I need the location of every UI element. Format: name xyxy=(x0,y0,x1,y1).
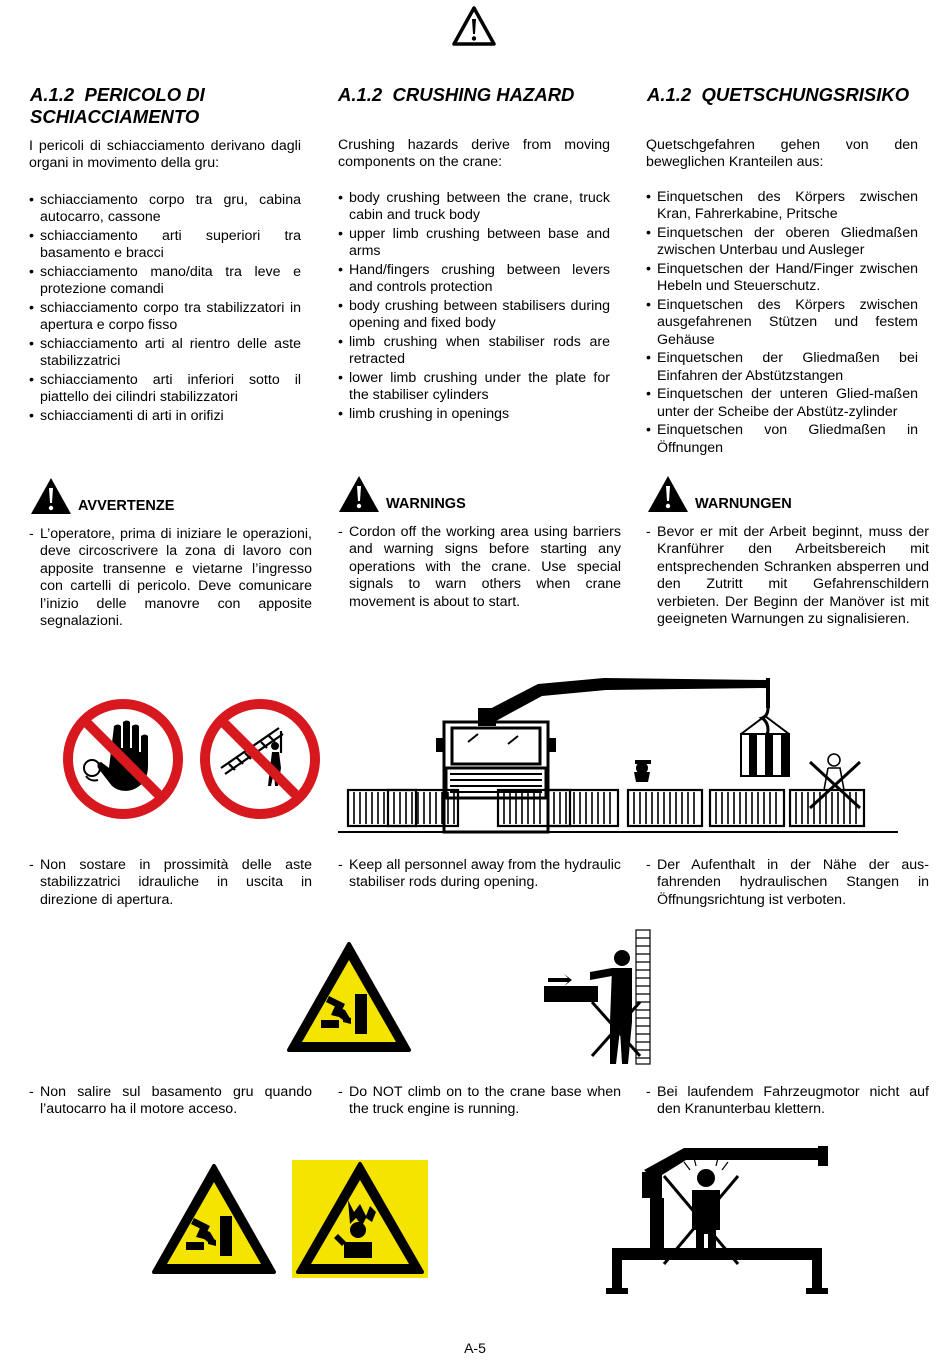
climb-text: - Non salire sul basamento gru quando l’autocarro ha il motore acceso. xyxy=(29,1084,312,1119)
warning-text: - Cordon off the working area using barriers and warning signs before starting any operations with the crane. Use special signals to warn others when crane movement is about to start. xyxy=(338,524,621,611)
list-item: • Einquetschen von Gliedmaßen in Öffnungen xyxy=(646,422,918,457)
truck-crane-barrier-illustration xyxy=(338,672,898,838)
falling-object-head-hazard-sign-icon xyxy=(292,1160,428,1278)
section-heading: A.1.2 PERICOLO DI SCHIACCIAMENTO xyxy=(30,84,205,127)
hazard-list xyxy=(338,190,610,425)
list-item: • Einquetschen der unteren Glied-maßen unter der Scheibe der Abstütz-zylinder xyxy=(646,386,918,421)
list-item: • schiacciamento mano/dita tra leve e protezione comandi xyxy=(29,264,301,299)
stabiliser-text: - Keep all personnel away from the hydraulic stabiliser rods during opening. xyxy=(338,857,621,892)
hazard-list xyxy=(29,192,301,427)
warning-icon xyxy=(338,475,380,513)
warning-text: - Bevor er mit der Arbeit beginnt, muss der Kranführer den Arbeitsbereich mit entsprechenden Schranken absperren und den Zutritt mit Gefahrenschildern verbieten. Der Beginn der Manöver ist mit geeigneten Warnungen zu signalisieren. xyxy=(646,524,929,628)
no-standing-under-crane-sign-icon xyxy=(199,698,321,820)
intro-text: I pericoli di schiacciamento derivano dagli organi in movimento della gru: xyxy=(29,138,301,172)
list-item: • Einquetschen der Gliedmaßen bei Einfahren der Abstützstangen xyxy=(646,350,918,385)
list-item: • schiacciamento arti superiori tra basamento e bracci xyxy=(29,228,301,263)
hazard-list xyxy=(646,189,918,458)
person-on-crane-base-illustration xyxy=(604,1140,830,1300)
crushing-hazard-sign-icon xyxy=(285,940,413,1054)
warning-text: - L’operatore, prima di iniziare le operazioni, deve circoscrivere la zona di lavoro con apposite transenne e vietarne l’ingresso con cartelli di pericolo. Deve comunicare l’inizio delle manovre con apposite segnalazioni. xyxy=(29,526,312,630)
list-item: • body crushing between the crane, truck cabin and truck body xyxy=(338,190,610,225)
list-item: • Einquetschen des Körpers zwischen Kran, Fahrerkabine, Pritsche xyxy=(646,189,918,224)
intro-text: Quetschgefahren gehen von den beweglichen Kranteilen aus: xyxy=(646,137,918,171)
list-item: • schiacciamenti di arti in orifizi xyxy=(29,408,301,425)
crushed-against-wall-illustration xyxy=(540,926,656,1068)
list-item: • schiacciamento corpo tra stabilizzatori in apertura e corpo fisso xyxy=(29,300,301,335)
no-entry-hand-sign-icon xyxy=(62,698,184,820)
warning-heading: WARNINGS xyxy=(338,475,466,513)
list-item: • schiacciamento arti al rientro delle aste stabilizzatrici xyxy=(29,336,301,371)
list-item: • limb crushing in openings xyxy=(338,406,610,423)
list-item: • lower limb crushing under the plate for the stabiliser cylinders xyxy=(338,370,610,405)
warning-icon xyxy=(647,475,689,513)
list-item: • Einquetschen des Körpers zwischen ausgefahrenen Stützen und festem Gehäuse xyxy=(646,297,918,349)
warning-heading: WARNUNGEN xyxy=(647,475,792,513)
list-item: • limb crushing when stabiliser rods are retracted xyxy=(338,334,610,369)
section-heading: A.1.2 QUETSCHUNGSRISIKO xyxy=(647,84,910,105)
list-item: • Hand/fingers crushing between levers and controls protection xyxy=(338,262,610,297)
warning-triangle-icon xyxy=(451,5,497,47)
warning-heading: AVVERTENZE xyxy=(30,477,174,515)
intro-text: Crushing hazards derive from moving components on the crane: xyxy=(338,137,610,171)
list-item: • schiacciamento corpo tra gru, cabina autocarro, cassone xyxy=(29,192,301,227)
stabiliser-text: - Der Aufenthalt in der Nähe der aus-fahrenden hydraulischen Stangen in Öffnungsrichtung ist verboten. xyxy=(646,857,929,909)
list-item: • Einquetschen der oberen Gliedmaßen zwischen Unterbau und Ausleger xyxy=(646,225,918,260)
section-heading: A.1.2 CRUSHING HAZARD xyxy=(338,84,575,105)
warning-icon xyxy=(30,477,72,515)
page-number: A-5 xyxy=(464,1340,486,1356)
list-item: • upper limb crushing between base and arms xyxy=(338,226,610,261)
climb-text: - Do NOT climb on to the crane base when the truck engine is running. xyxy=(338,1084,621,1119)
crushing-hazard-sign-icon xyxy=(150,1162,278,1276)
list-item: • Einquetschen der Hand/Finger zwischen Hebeln und Steuerschutz. xyxy=(646,261,918,296)
climb-text: - Bei laufendem Fahrzeugmotor nicht auf den Kranunterbau klettern. xyxy=(646,1084,929,1119)
stabiliser-text: - Non sostare in prossimità delle aste stabilizzatrici idrauliche in uscita in direzione di apertura. xyxy=(29,857,312,909)
list-item: • schiacciamento arti inferiori sotto il piattello dei cilindri stabilizzatori xyxy=(29,372,301,407)
list-item: • body crushing between stabilisers during opening and fixed body xyxy=(338,298,610,333)
